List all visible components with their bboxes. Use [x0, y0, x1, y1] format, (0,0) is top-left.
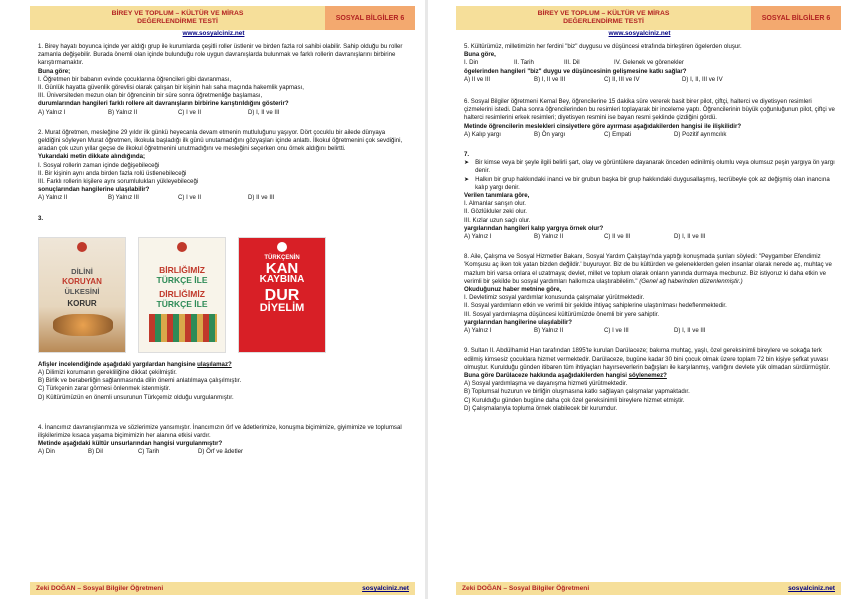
footer-website-link[interactable]: sosyalciniz.net [362, 585, 409, 592]
question-number: 3. [38, 214, 44, 222]
footer-author: Zeki DOĞAN – Sosyal Bilgiler Öğretmeni [462, 585, 590, 592]
arrow-bullet-icon: ➤ [464, 175, 470, 183]
question-prompt: yargılarından hangilerine ulaşılabilir? [464, 318, 573, 326]
poster-text: DUR [264, 286, 300, 304]
option-c: C) II ve III [604, 233, 631, 241]
question-prompt: sonuçlarından hangilerine ulaşılabilir? [38, 186, 150, 194]
poster-image-1 [38, 237, 126, 353]
option-d: D) II ve III [248, 194, 275, 202]
answer-options [464, 131, 835, 139]
question-text: 1. Birey hayatı boyunca içinde yer aldığı grup ile kurumlarda çeşitli roller üstlenir ve birden fazla rol sahibi olabilir. Sahip olduğu bu roller zamanla değişebilir. Burada önemli olan içinde bulunduğu role uygun davranışlarda bulunmak ve farklı rollerin davranışlarını birbirine karıştırmamaktır. [38, 43, 403, 67]
question-1 [38, 43, 409, 117]
footer-website-link[interactable]: sosyalciniz.net [788, 585, 835, 592]
option-b: B) Yalnız II [108, 108, 138, 116]
poster-text: ÜLKESİNİ [64, 286, 100, 296]
option-c: C) I ve II [178, 108, 202, 116]
question-lead: Yukarıdaki metin dikkate alındığında; [38, 153, 146, 161]
option-d: D) I, II ve III [248, 108, 280, 116]
statement-item: II. Tarih [514, 59, 534, 67]
option-d: D) Pozitif ayrımcılık [674, 130, 727, 138]
option-b: B) Toplumsal huzurun ve birliğin oluşmasına katkı sağlayan çalışmalar yapmaktadır. [464, 388, 690, 396]
poster-text: BİRLİĞİMİZ [159, 264, 205, 275]
header-title-line1: BİREY VE TOPLUM – KÜLTÜR VE MİRAS [111, 10, 244, 17]
option-a: A) II ve III [464, 75, 491, 83]
poster-logo-icon [177, 242, 187, 252]
poster-text: KORUYAN [62, 276, 102, 286]
option-b: B) Yalnız II [534, 327, 564, 335]
option-b: B) Birlik ve beraberliğin sağlanmasında dilin önemi anlatılmaya çalışılmıştır. [38, 377, 242, 385]
option-d: D) Örf ve âdetler [198, 448, 244, 456]
header-title-line1: BİREY VE TOPLUM – KÜLTÜR VE MİRAS [537, 10, 670, 17]
question-lead: Okuduğunuz haber metnine göre, [464, 286, 562, 294]
option-d: D) I, II ve III [674, 327, 706, 335]
question-text: 6. Sosyal Bilgiler öğretmeni Kemal Bey, öğrencilerine 15 dakika süre vererek basit birer pilot, çiftçi, halterci ve diyetisyen resimleri çizmelerini istedi. Daha sonra öğrencilerinden bu resimleri toplayarak bir inceleme yaptı. Öğrencilerinin büyük çoğunluğunun pilot, çiftçi ve halterci resimlerini erkek resimleri; diyetisyen resmini ise bayan resmi şeklinde çizdiğini gördü. [464, 98, 835, 122]
header-title-line2: DEĞERLENDİRME TESTİ [137, 18, 218, 25]
question-text-body: 8. Aile, Çalışma ve Sosyal Hizmetler Bakanı, Sosyal Yardım Çalıştayı'nda yaptığı konuşmada şunları söyledi: "Peygamber Efendimiz 'Komşusu aç iken tok yatan bizden değildir.' buyuruyor. Biz de bu kültürden ve geleneklerden gelen insanlar olarak nerede aç, muhtaç ve mazlum biri varsa onlara el uzatmaya; devlet, millet ve toplum olarak onların yanında durmaya mecburuz. Biz istiyoruz ki daha etkin ve verimli bir şekilde bu sosyal yardımları halkımıza ulaştırabilelim." [464, 253, 832, 285]
question-lead: Verilen tanımlara göre, [464, 192, 530, 200]
poster-text: KAYBINA [259, 273, 305, 285]
header-title [456, 6, 751, 30]
hands-illustration-icon [53, 314, 113, 336]
question-5 [464, 43, 835, 84]
page-footer [456, 582, 841, 595]
header-title [30, 6, 325, 30]
page-left [2, 0, 425, 599]
option-c: C) Kurulduğu günden bugüne daha çok özel gereksinimli bireylere hizmet etmiştir. [464, 396, 685, 404]
statement-item: III. Sosyal yardımlaşma düşüncesi kültürümüzde önemli bir yere sahiptir. [464, 310, 660, 318]
statement-item: I. Din [464, 59, 479, 67]
option-a: A) Yalnız II [38, 194, 68, 202]
option-b: B) Ön yargı [534, 130, 566, 138]
statement-item: II. Günlük hayatta güvenlik görevlisi olarak çalışan bir kişinin halı saha maçında hakemlik yapması, [38, 84, 304, 92]
question-prompt: Metinde aşağıdaki kültür unsurlarından hangisi vurgulanmıştır? [38, 440, 223, 448]
page-header [456, 6, 841, 30]
question-9 [464, 347, 835, 413]
statement-item: II. Bir kişinin aynı anda birden fazla rolü üstlenebileceği [38, 169, 187, 177]
question-lead: Buna göre, [464, 51, 496, 59]
answer-options [38, 109, 409, 117]
statement-item: III. Dil [564, 59, 580, 67]
option-d: D) I, II ve III [674, 233, 706, 241]
option-b: B) Yalnız II [534, 233, 564, 241]
arrow-bullet-icon: ➤ [464, 159, 470, 167]
question-text [464, 253, 835, 286]
poster-image-3 [238, 237, 326, 353]
poster-text: KORUR [67, 298, 97, 308]
header-subject: SOSYAL BİLGİLER 6 [751, 6, 841, 30]
footer-author: Zeki DOĞAN – Sosyal Bilgiler Öğretmeni [36, 585, 164, 592]
poster-text: DİRLİĞİMİZ [159, 288, 205, 299]
question-text: 5. Kültürümüz, milletimizin her ferdini "biz" duygusu ve düşüncesi etrafında birleştiren ögelerden oluşur. [464, 43, 742, 50]
option-a: A) Yalnız I [464, 233, 492, 241]
option-a: A) Din [38, 448, 55, 456]
question-prompt [464, 372, 835, 380]
question-prompt-emphasis: ulaşılamaz? [197, 360, 232, 368]
option-c: C) Empati [604, 130, 632, 138]
question-prompt: durumlarından hangileri farklı rollere ait davranışların birbirine karıştırıldığını gösterir? [38, 100, 289, 108]
poster-row [38, 237, 409, 353]
poster-text: DİYELİM [259, 301, 305, 314]
question-prompt-start: Buna göre Darülaceze hakkında aşağıdakilerden hangisi [464, 371, 629, 379]
question-6 [464, 98, 835, 139]
page-right [428, 0, 851, 599]
poster-text: TÜRKÇE İLE [156, 274, 208, 285]
question-prompt: Metinde öğrencilerin meslekleri cinsiyetlere göre ayırması aşağıdakilerden hangisi ile ilişkilidir? [464, 122, 742, 130]
option-d: D) Çalışmalarıyla topluma örnek olabilecek bir kurumdur. [464, 404, 618, 412]
option-c: C) II, III ve IV [604, 75, 640, 83]
question-2 [38, 129, 409, 203]
option-c: C) Tarih [138, 448, 160, 456]
option-c: C) I ve II [178, 194, 202, 202]
question-prompt [38, 361, 409, 369]
question-4 [38, 424, 409, 457]
page-header [30, 6, 415, 30]
poster-text: DİLİNİ [71, 266, 93, 276]
poster-logo-icon [77, 242, 87, 252]
question-8 [464, 253, 835, 335]
poster-text: TÜRKÇE İLE [156, 298, 208, 309]
statement-item: IV. Gelenek ve görenekler [614, 59, 684, 67]
header-website-link[interactable]: www.sosyalciniz.net [182, 30, 245, 37]
statement-item: I. Devletimiz sosyal yardımlar konusunda çalışmalar yürütmektedir. [464, 294, 645, 302]
poster-text: TÜRKÇENİN [264, 254, 300, 261]
option-a: A) Yalnız I [464, 327, 492, 335]
definition-text: Bir kimse veya bir şeyle ilgili belirli şart, olay ve görüntülere dayanarak önceden edinilmiş olumlu veya olumsuz peşin yargıya ön yargı denir. [475, 159, 835, 175]
question-number: 7. [464, 151, 470, 159]
statement-item: II. Sosyal yardımların etkin ve verimli bir şekilde ihtiyaç sahiplerine ulaştırılması hedeflenmektedir. [464, 302, 727, 310]
statement-item: II. Gözlükluler zeki olur. [464, 208, 527, 216]
question-prompt-emphasis: söylenemez? [628, 371, 667, 379]
header-title-line2: DEĞERLENDİRME TESTİ [563, 18, 644, 25]
option-a: A) Sosyal yardımlaşma ve dayanışma hizmeti yürütmektedir. [464, 380, 628, 388]
statement-item: III. Üniversiteden mezun olan bir öğrencinin bir süre sonra öğretmenliğe başlaması, [38, 92, 263, 100]
question-7 [464, 151, 835, 241]
question-prompt-start: Afişler incelendiğinde aşağıdaki yargılardan hangisine [38, 360, 198, 368]
answer-options [464, 327, 835, 335]
question-prompt: yargılarından hangileri kalıp yargıya örnek olur? [464, 224, 604, 232]
definition-text: Halkın bir grup hakkındaki inanci ve bir grubun başka bir grup hakkındaki duygusallaşmış, tecrübeyle çok az değişmiş olan inancına kalıp yargı denir. [475, 175, 830, 191]
option-d: D) I, II, III ve IV [682, 75, 723, 83]
definition-bullet [464, 159, 835, 175]
statement-items [464, 59, 835, 67]
statement-item: I. Almanlar sarışın olur. [464, 200, 526, 208]
answer-options [38, 194, 409, 202]
question-prompt: ögelerinden hangileri "biz" duygu ve düşüncesinin gelişmesine katkı sağlar? [464, 67, 687, 75]
question-source: (Genel ağ haberinden düzenlenmiştir.) [639, 277, 743, 285]
question-text: 9. Sultan II. Abdülhamid Han tarafından 1895'te kurulan Darülaceze; bakıma muhtaç, yaşlı, özel gereksinimli bireylere ve sokağa terk edilmiş kimsesiz çocuklara hizmet vermektedir. Darülaceze, bugüne kadar 30 bini çocuk olmak üzere toplam 72 bin kişiye şefkat yuvası olmuştur. Kurulduğu günden itibaren tüm ihtiyaçları hayırseverlerin bağışları ile karşılanmış, varlığını devlete yük olmadan sürdürmüştür. [464, 347, 831, 371]
statement-item: III. Kızlar uzun saçlı olur. [464, 216, 531, 224]
photo-collage-icon [149, 314, 217, 342]
statement-item: I. Sosyal rollerin zaman içinde değişebileceği [38, 161, 160, 169]
option-c: C) Türkçenin zarar görmesi önlenmek istenmiştir. [38, 385, 171, 393]
option-b: B) Dil [88, 448, 103, 456]
option-c: C) I ve III [604, 327, 629, 335]
poster-logo-icon [277, 242, 287, 252]
header-subject: SOSYAL BİLGİLER 6 [325, 6, 415, 30]
definition-bullet [464, 176, 835, 192]
question-lead: Buna göre; [38, 67, 71, 75]
option-d: D) Kültürümüzün en önemli unsurunun Türkçemiz olduğu vurgulanmıştır. [38, 393, 234, 401]
page-footer [30, 582, 415, 595]
question-text: 4. İnancımız davranışlarımıza ve sözlerimize yansımıştır. İnancımızın örf ve âdetlerimize, konuşma biçimimize, giyimimize ve toplumsal ilişkilerimize kısaca yaşama biçimimizin her alanına etkisi vardır. [38, 423, 402, 440]
answer-options [38, 448, 409, 456]
header-website-link[interactable]: www.sosyalciniz.net [608, 30, 671, 37]
question-3 [38, 215, 409, 402]
option-a: A) Dilimizi korumanın gerekliliğine dikkat çekilmiştir. [38, 369, 177, 377]
statement-item: III. Farklı rollerin kişilere aynı sorumlulukları yükleyebileceği [38, 178, 199, 186]
option-a: A) Yalnız I [38, 108, 66, 116]
option-b: B) Yalnız III [108, 194, 139, 202]
statement-item: I. Öğretmen bir babanın evinde çocuklarına öğrencileri gibi davranması, [38, 75, 232, 83]
answer-options [464, 233, 835, 241]
question-text: 2. Murat öğretmen, mesleğine 29 yıldır ilk günkü heyecanla devam etmenin mutluluğunu yaşıyor. Dört çocuklu bir ailede dünyaya geldiğini söyleyen Murat öğretmen, ilkokula başladığı ilk günü unutamadığını gözyaşları içinde anlattı. İlkokul öğretmenini çok sevdiğini, aradan çok uzun yıllar geçse de ilkokul öğretmenini unutmadığını ve mesleğini seçerken onu örnek aldığını belirtti. [38, 128, 403, 153]
poster-image-2 [138, 237, 226, 353]
poster-text: KAN [265, 259, 299, 277]
option-b: B) I, II ve III [534, 75, 566, 83]
page-right-body [464, 43, 835, 417]
answer-options [464, 76, 835, 84]
page-left-body [38, 43, 409, 461]
option-a: A) Kalıp yargı [464, 130, 501, 138]
